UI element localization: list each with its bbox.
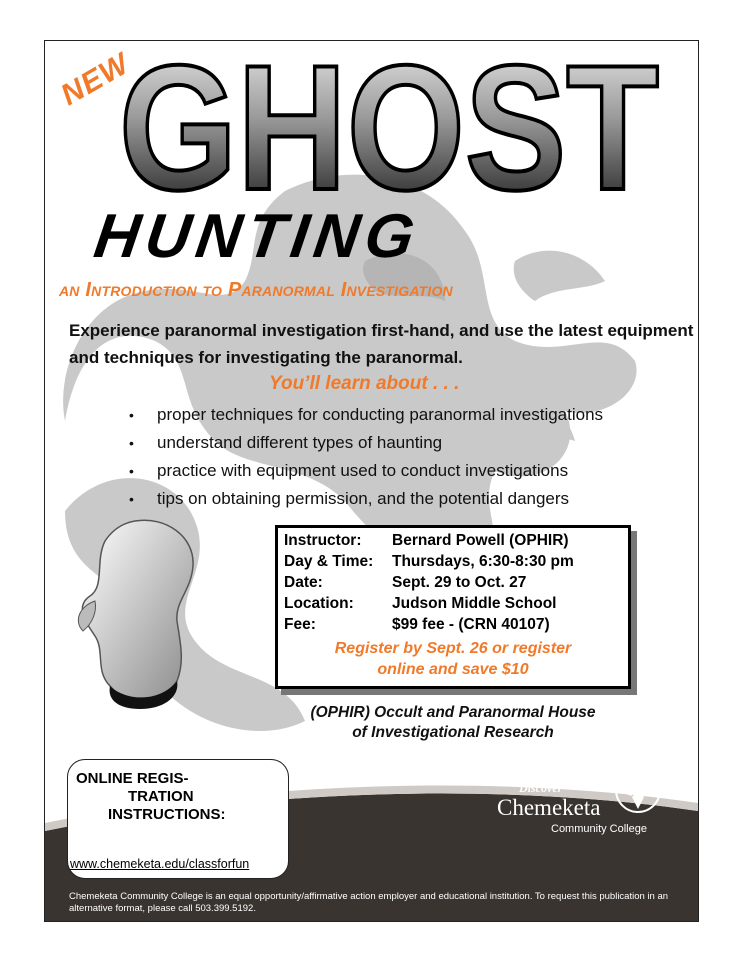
list-item: • understand different types of haunting — [129, 429, 603, 457]
bullet-icon: • — [129, 407, 134, 423]
new-badge: NEW — [55, 47, 136, 113]
info-row-fee: Fee: $99 fee - (CRN 40107) — [284, 616, 550, 633]
info-row-day-time: Day & Time: Thursdays, 6:30-8:30 pm — [284, 553, 574, 570]
title-sub: HUNTING — [90, 202, 425, 271]
registration-line2: TRATION — [128, 788, 194, 805]
registration-line1: ONLINE REGIS- — [76, 770, 189, 787]
footer-disclaimer: Chemeketa Community College is an equal opportunity/affirmative action employer and educational institution. To request this publication in an alternative format, please call 503.399.5192. — [69, 891, 669, 914]
bullet-icon: • — [129, 435, 134, 451]
list-item: • practice with equipment used to conduct investigations — [129, 457, 603, 485]
title-main: GHOST — [119, 41, 659, 201]
info-row-date: Date: Sept. 29 to Oct. 27 — [284, 574, 527, 591]
list-item: • tips on obtaining permission, and the potential dangers — [129, 485, 603, 513]
bullet-icon: • — [129, 463, 134, 479]
info-row-location: Location: Judson Middle School — [284, 595, 557, 612]
discover-label: Discover — [519, 781, 563, 795]
college-name: Chemeketa — [497, 795, 601, 820]
intro-text: Experience paranormal investigation first-hand, and use the latest equipment and techniques for investigating the paranormal. — [69, 321, 694, 367]
register-note-line1: Register by Sept. 26 or register — [334, 640, 572, 657]
ophir-description: (OPHIR) Occult and Paranormal House of Investigational Research — [310, 704, 596, 741]
register-note-line2: online and save $10 — [377, 661, 529, 678]
registration-line3: INSTRUCTIONS: — [108, 806, 226, 823]
registration-box — [67, 759, 289, 879]
registration-link[interactable]: www.chemeketa.edu/classforfun — [70, 857, 250, 871]
list-item: • proper techniques for conducting paranormal investigations — [129, 401, 603, 429]
course-info-box — [275, 525, 631, 689]
flyer — [44, 40, 699, 922]
ghost-figure-illustration — [65, 511, 215, 711]
topic-list — [129, 401, 603, 513]
info-row-instructor: Instructor: Bernard Powell (OPHIR) — [284, 532, 569, 549]
college-logo-icon — [613, 765, 663, 815]
college-subtitle: Community College — [551, 823, 647, 835]
ghost-title — [109, 41, 669, 201]
bullet-icon: • — [129, 491, 134, 507]
subtitle: an Introduction to Paranormal Investigation — [59, 279, 453, 301]
learn-heading: You’ll learn about . . . — [269, 373, 460, 394]
